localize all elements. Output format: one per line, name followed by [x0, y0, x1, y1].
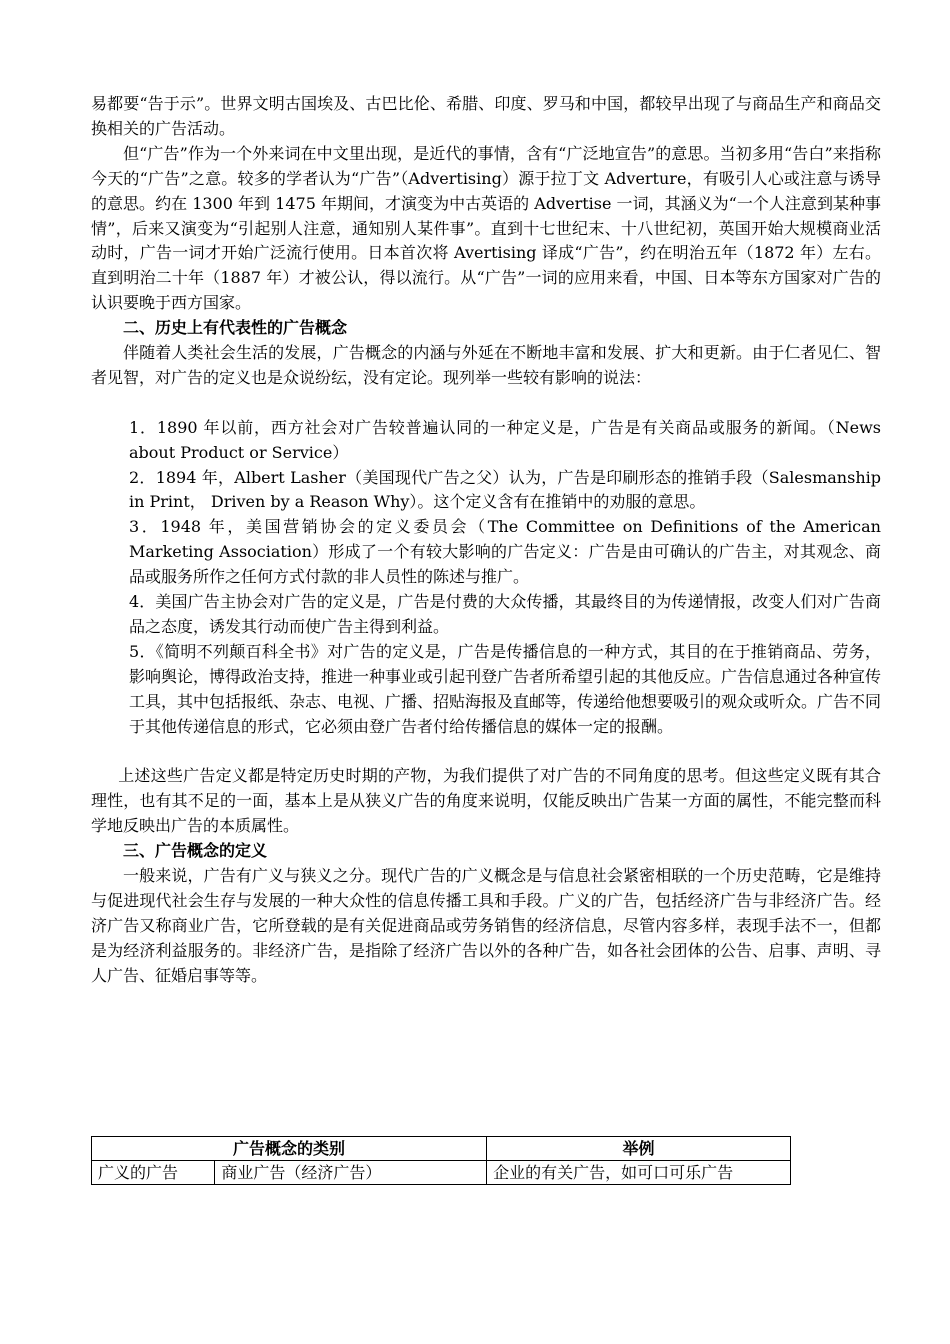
list-item: 2．1894 年，Albert Lasher（美国现代广告之父）认为，广告是印刷形态的推销手段（Salesmanship in Print， Driven by a Reason Why）。这个定义含有在推销中的劝服的意思。 — [129, 467, 881, 512]
section-heading-historical-concepts: 二、历史上有代表性的广告概念 — [123, 318, 348, 338]
list-item: 5．《简明不列颠百科全书》对广告的定义是，广告是传播信息的一种方式，其目的在于推销商品、劳务，影响舆论，博得政治支持，推进一种事业或引起刊登广告者所希望引起的其他反应。广告信息通过各种宣传工具，其中包括报纸、杂志、电视、广播、招贴海报及直邮等，传递给他想要吸引的观众或听众。广告不同于其他传递信息的形式，它必须由登广告者付给传播信息的媒体一定的报酬。 — [129, 641, 882, 736]
table-cell-example: 企业的有关广告，如可口可乐广告 — [487, 1161, 791, 1185]
definition-list — [91, 416, 881, 740]
table-header-category: 广告概念的类别 — [92, 1137, 487, 1161]
table-header-example: 举例 — [487, 1137, 791, 1161]
definition-body-paragraph: 一般来说，广告有广义与狭义之分。现代广告的广义概念是与信息社会紧密相联的一个历史范畴，它是维持与促进现代社会生存与发展的一种大众性的信息传播工具和手段。广义的广告，包括经济广告与非经济广告。经济广告又称商业广告，它所登载的是有关促进商品或劳务销售的经济信息，尽管内容多样，表现手法不一，但都是为经济利益服务的。非经济广告，是指除了经济广告以外的各种广告，如各社会团体的公告、启事、声明、寻人广告、征婚启事等等。 — [91, 866, 881, 985]
list-item: 1．1890 年以前，西方社会对广告较普遍认同的一种定义是，广告是有关商品或服务的新闻。（News about Product or Service） — [129, 417, 881, 462]
paragraph-ancient-origins: 易都要“告于示”。世界文明古国埃及、古巴比伦、希腊、印度、罗马和中国，都较早出现了与商品生产和商品交换相关的广告活动。 — [91, 94, 881, 138]
section-heading-definition: 三、广告概念的定义 — [123, 841, 268, 861]
table-row — [92, 1161, 791, 1185]
ad-category-table — [91, 1136, 791, 1185]
section-intro-paragraph: 伴随着人类社会生活的发展，广告概念的内涵与外延在不断地丰富和发展、扩大和更新。由于仁者见仁、智者见智，对广告的定义也是众说纷纭，没有定论。现列举一些较有影响的说法： — [91, 343, 881, 387]
table-cell-subtype: 商业广告（经济广告） — [215, 1161, 487, 1185]
table-cell-type: 广义的广告 — [92, 1161, 215, 1185]
blank-line — [91, 391, 881, 416]
list-item: 4．美国广告主协会对广告的定义是，广告是付费的大众传播，其最终目的为传递情报，改变人们对广告商品之态度，诱发其行动而使广告主得到利益。 — [129, 592, 881, 637]
table-header-row — [92, 1137, 791, 1161]
document-page — [91, 92, 881, 989]
list-item: 3．1948 年，美国营销协会的定义委员会（The Committee on Definitions of the American Marketing Association）形成了一个有较大影响的广告定义：广告是由可确认的广告主，对其观念、商品或服务所作之任何方式付款的非人员性的陈述与推广。 — [129, 517, 881, 587]
paragraph-etymology: 但“广告”作为一个外来词在中文里出现，是近代的事情，含有“广泛地宣告”的意思。当初多用“告白”来指称今天的“广告”之意。较多的学者认为“广告”（Advertising）源于拉丁文 Adverture，有吸引人心或注意与诱导的意思。约在 1300 年到 1475 年期间，才演变为中古英语的 Advertise 一词，其涵义为“一个人注意到某种事情”，后来又演变为“引起别人注意，通知别人某件事”。直到十七世纪末、十八世纪初，英国开始大规模商业活动时，广告一词才开始广泛流行使用。日本首次将 Avertising 译成“广告”，约在明治五年（1872 年）左右。直到明治二十年（1887 年）才被公认，得以流行。从“广告”一词的应用来看，中国、日本等东方国家对广告的认识要晚于西方国家。 — [91, 143, 881, 313]
summary-paragraph: 上述这些广告定义都是特定历史时期的产物，为我们提供了对广告的不同角度的思考。但这些定义既有其合理性，也有其不足的一面，基本上是从狭义广告的角度来说明，仅能反映出广告某一方面的属性，不能完整而科学地反映出广告的本质属性。 — [91, 766, 881, 836]
blank-line — [91, 740, 881, 765]
